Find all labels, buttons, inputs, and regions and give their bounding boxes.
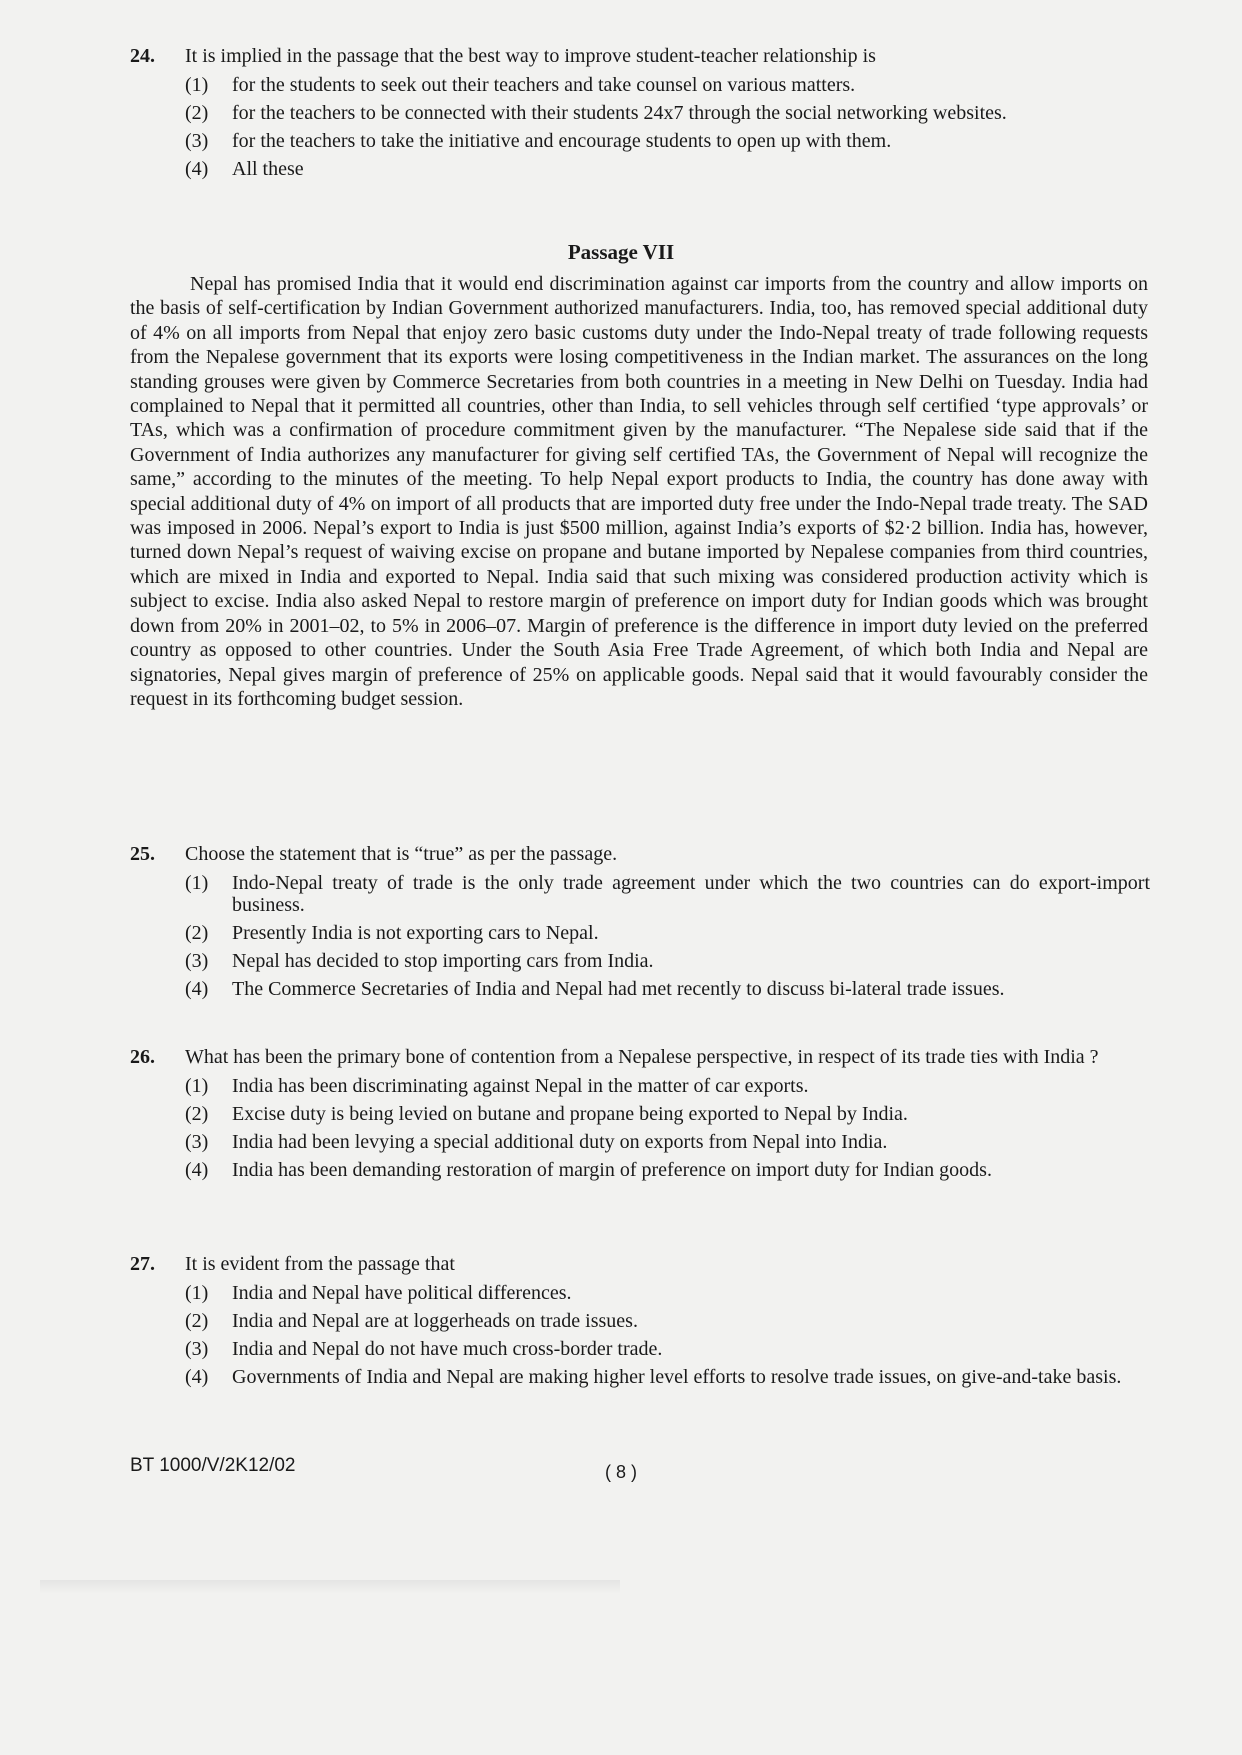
option-number: (1) <box>185 872 209 894</box>
option-number: (4) <box>185 1159 209 1181</box>
option-text: for the teachers to take the initiative and encourage students to open up with them. <box>232 130 892 152</box>
question-number: 26. <box>130 1046 155 1068</box>
option-text: for the teachers to be connected with their students 24x7 through the social networking websites. <box>232 102 1007 124</box>
option-text: Nepal has decided to stop importing cars from India. <box>232 950 654 972</box>
option-number: (2) <box>185 1310 209 1332</box>
option-text: India has been discriminating against Nepal in the matter of car exports. <box>232 1075 809 1097</box>
question-number: 24. <box>130 45 155 67</box>
option-text: India and Nepal are at loggerheads on trade issues. <box>232 1310 638 1332</box>
question-number: 25. <box>130 843 155 865</box>
question-text: Choose the statement that is “true” as per the passage. <box>185 843 618 865</box>
option-number: (2) <box>185 1103 209 1125</box>
option-text: India and Nepal have political differences. <box>232 1282 572 1304</box>
option-number: (3) <box>185 1131 209 1153</box>
question-text: It is implied in the passage that the best way to improve student-teacher relationship is <box>185 45 876 67</box>
option-text: India and Nepal do not have much cross-border trade. <box>232 1338 663 1360</box>
option-text: Governments of India and Nepal are making higher level efforts to resolve trade issues, on give-and-take basis. <box>232 1366 1122 1388</box>
option-text: India had been levying a special additional duty on exports from Nepal into India. <box>232 1131 888 1153</box>
option-number: (3) <box>185 130 209 152</box>
option-text: The Commerce Secretaries of India and Nepal had met recently to discuss bi-lateral trade issues. <box>232 978 1005 1000</box>
option-number: (2) <box>185 922 209 944</box>
option-number: (3) <box>185 950 209 972</box>
page-number: ( 8 ) <box>604 1462 637 1482</box>
option-number: (4) <box>185 978 209 1000</box>
question-text: What has been the primary bone of contention from a Nepalese perspective, in respect of its trade ties with India ? <box>185 1046 1099 1068</box>
option-number: (4) <box>185 1366 209 1388</box>
passage-title: Passage VII <box>567 240 675 264</box>
booklet-code: BT 1000/V/2K12/02 <box>130 1455 296 1476</box>
option-number: (4) <box>185 158 209 180</box>
question-27 <box>130 1252 1150 1388</box>
option-text: Excise duty is being levied on butane and propane being exported to Nepal by India. <box>232 1103 908 1125</box>
passage-text: Nepal has promised India that it would end discrimination against car imports from the country and allow imports on the basis of self-certification by Indian Government authorized manufacturers. India, too, has removed special additional duty of 4% on all imports from Nepal that enjoy zero basic customs duty under the Indo-Nepal treaty of trade following requests from the Nepalese government that its exports were losing competitiveness in the Indian market. The assurances on the long standing grouses were given by Commerce Secretaries from both countries in a meeting in New Delhi on Tuesday. India had complained to Nepal that it permitted all countries, other than India, to sell vehicles through self certified ‘type approvals’ or TAs, which was a confirmation of procedure commitment given by the manufacturer. “The Nepalese side said that if the Government of India authorizes any manufacturer for giving self certified TAs, the Government of Nepal will recognize the same,” according to the minutes of the meeting. To help Nepal export products to India, the country has done away with special additional duty of 4% on import of all products that are imported duty free under the Indo-Nepal trade treaty. The SAD was imposed in 2006. Nepal’s export to India is just $500 million, against India’s exports of $2·2 billion. India has, however, turned down Nepal’s request of waiving excise on propane and butane imported by Nepalese companies from third countries, which are mixed in India and exported to Nepal. India said that such mixing was considered production activity which is subject to excise. India also asked Nepal to restore margin of preference on import duty for Indian goods which was brought down from 20% in 2001–02, to 5% in 2006–07. Margin of preference is the difference in import duty levied on the preferred country as opposed to other countries. Under the South Asia Free Trade Agreement, of which both India and Nepal are signatories, Nepal gives margin of preference of 25% on applicable goods. Nepal said that it would favourably consider the request in its forthcoming budget session. <box>130 273 1148 710</box>
option-text: All these <box>232 158 304 180</box>
question-24 <box>130 44 1150 180</box>
option-text: for the students to seek out their teachers and take counsel on various matters. <box>232 74 856 96</box>
question-number: 27. <box>130 1253 155 1275</box>
option-number: (1) <box>185 74 209 96</box>
question-text: It is evident from the passage that <box>185 1253 455 1275</box>
option-text: Presently India is not exporting cars to Nepal. <box>232 922 599 944</box>
question-25 <box>130 842 1150 1000</box>
option-number: (1) <box>185 1075 209 1097</box>
question-26 <box>130 1045 1150 1181</box>
option-number: (2) <box>185 102 209 124</box>
scan-shadow <box>40 1580 620 1594</box>
option-number: (1) <box>185 1282 209 1304</box>
option-text: India has been demanding restoration of margin of preference on import duty for Indian goods. <box>232 1159 992 1181</box>
option-text: Indo-Nepal treaty of trade is the only trade agreement under which the two countries can do export-import business. <box>232 872 1150 916</box>
option-number: (3) <box>185 1338 209 1360</box>
